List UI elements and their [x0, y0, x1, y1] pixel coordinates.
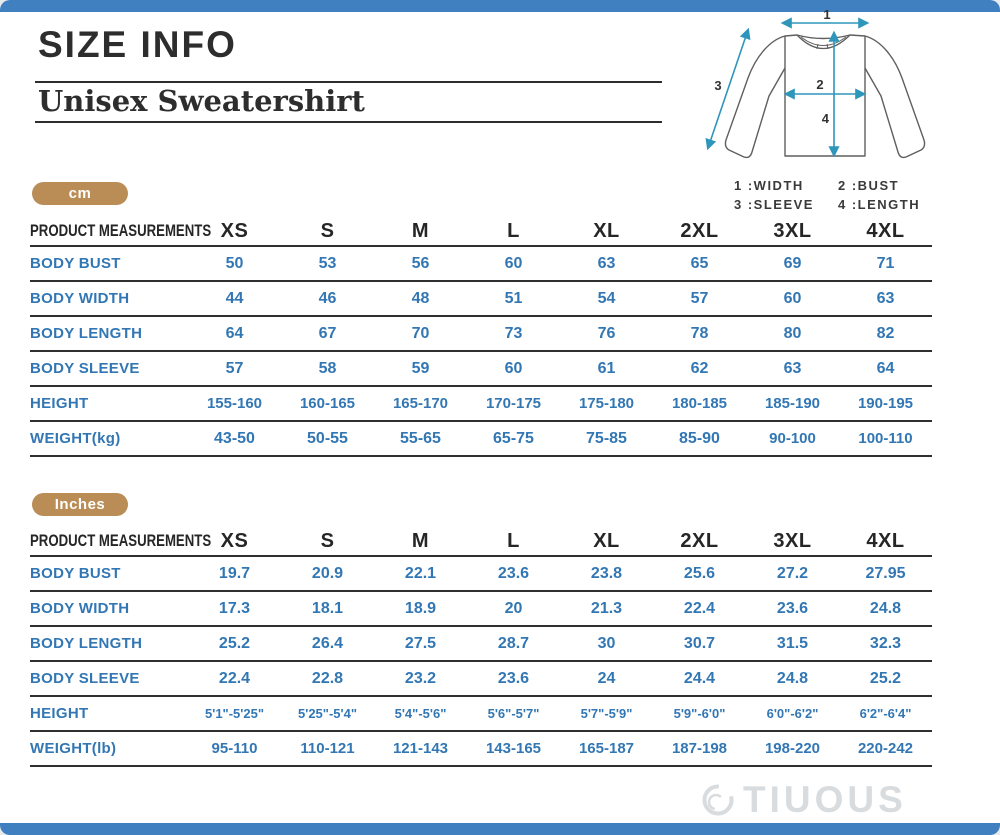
cell-value: 69: [783, 254, 802, 272]
diagram-legend: [734, 178, 944, 212]
cell-value: 5'4"-5'6": [394, 706, 447, 721]
table-row: [30, 627, 932, 662]
table-row: [30, 247, 932, 282]
size-column-header: XL: [593, 529, 620, 552]
cell-value: 75-85: [586, 429, 627, 447]
brand-watermark: [700, 781, 907, 818]
cell-value: 51: [504, 289, 523, 307]
cell-value: 63: [597, 254, 616, 272]
cell-value: 54: [597, 289, 616, 307]
cell-value: 50-55: [307, 429, 348, 447]
cell-value: 60: [504, 359, 523, 377]
cell-value: 23.2: [404, 669, 437, 687]
cell-value: 55-65: [400, 429, 441, 447]
table-header-row: [30, 217, 932, 247]
cell-value: 185-190: [764, 395, 821, 412]
cell-value: 60: [783, 289, 802, 307]
unit-badge-inches[interactable]: Inches: [32, 493, 128, 516]
size-column-header: XL: [593, 219, 620, 242]
unit-badge-cm[interactable]: cm: [32, 182, 128, 205]
row-label: HEIGHT: [30, 395, 89, 412]
row-label: BODY BUST: [30, 255, 121, 272]
arrow-label-1: 1: [823, 7, 831, 22]
cell-value: 180-185: [671, 395, 728, 412]
table-row: [30, 592, 932, 627]
row-label: BODY SLEEVE: [30, 360, 140, 377]
table-row: [30, 317, 932, 352]
cell-value: 165-170: [392, 395, 449, 412]
cell-value: 187-198: [671, 740, 728, 757]
table-header-row: [30, 527, 932, 557]
cell-value: 50: [225, 254, 244, 272]
cell-value: 61: [597, 359, 616, 377]
cell-value: 28.7: [497, 634, 530, 652]
cell-value: 24: [597, 669, 616, 687]
row-label: WEIGHT(lb): [30, 740, 117, 757]
cell-value: 24.8: [869, 599, 902, 617]
cell-value: 21.3: [590, 599, 623, 617]
cell-value: 57: [225, 359, 244, 377]
cell-value: 25.2: [218, 634, 251, 652]
cell-value: 65-75: [493, 429, 534, 447]
arrow-label-3: 3: [714, 78, 722, 93]
cell-value: 5'1"-5'25": [205, 706, 264, 721]
cell-value: 23.6: [497, 564, 530, 582]
cell-value: 70: [411, 324, 430, 342]
cell-value: 26.4: [311, 634, 344, 652]
size-column-header: S: [320, 529, 335, 552]
size-column-header: 4XL: [866, 219, 905, 242]
size-column-header: 3XL: [773, 529, 812, 552]
cell-value: 5'6"-5'7": [487, 706, 540, 721]
cell-value: 71: [876, 254, 895, 272]
size-column-header: 3XL: [773, 219, 812, 242]
row-label: BODY WIDTH: [30, 290, 130, 307]
row-label: BODY WIDTH: [30, 600, 130, 617]
cell-value: 20.9: [311, 564, 344, 582]
brand-logo-icon: [700, 782, 736, 818]
size-column-header: M: [411, 219, 430, 242]
cell-value: 198-220: [764, 740, 821, 757]
cell-value: 27.5: [404, 634, 437, 652]
cell-value: 32.3: [869, 634, 902, 652]
divider-line: [35, 121, 662, 123]
cell-value: 160-165: [299, 395, 356, 412]
size-column-header: L: [507, 529, 520, 552]
size-column-header: XS: [220, 529, 249, 552]
cell-value: 56: [411, 254, 430, 272]
cell-value: 220-242: [857, 740, 914, 757]
table-row: [30, 662, 932, 697]
cell-value: 27.2: [776, 564, 809, 582]
cell-value: 64: [225, 324, 244, 342]
row-label: HEIGHT: [30, 705, 89, 722]
row-label: BODY SLEEVE: [30, 670, 140, 687]
cell-value: 76: [597, 324, 616, 342]
legend-item-width: 1 :WIDTH: [734, 178, 804, 193]
cell-value: 53: [318, 254, 337, 272]
table-row: [30, 387, 932, 422]
legend-item-bust: 2 :BUST: [838, 178, 900, 193]
cell-value: 190-195: [857, 395, 914, 412]
row-label: WEIGHT(kg): [30, 430, 121, 447]
cell-value: 27.95: [865, 564, 906, 582]
cell-value: 6'0"-6'2": [766, 706, 819, 721]
cell-value: 100-110: [858, 430, 913, 447]
size-column-header: 2XL: [680, 219, 719, 242]
measurements-header-label: PRODUCT MEASUREMENTS: [30, 531, 212, 550]
size-column-header: S: [320, 219, 335, 242]
cell-value: 143-165: [485, 740, 542, 757]
cell-value: 23.6: [776, 599, 809, 617]
cell-value: 22.4: [683, 599, 716, 617]
cell-value: 155-160: [206, 395, 263, 412]
cell-value: 78: [690, 324, 709, 342]
table-row: [30, 282, 932, 317]
cell-value: 58: [318, 359, 337, 377]
size-column-header: L: [507, 219, 520, 242]
size-column-header: 2XL: [680, 529, 719, 552]
size-column-header: XS: [220, 219, 249, 242]
table-row: [30, 697, 932, 732]
cell-value: 18.9: [404, 599, 437, 617]
sweater-outline-icon: [690, 6, 944, 174]
size-column-header: 4XL: [866, 529, 905, 552]
cell-value: 46: [318, 289, 337, 307]
cell-value: 48: [411, 289, 430, 307]
cell-value: 110-121: [300, 740, 355, 757]
cell-value: 5'25"-5'4": [298, 706, 357, 721]
row-label: BODY BUST: [30, 565, 121, 582]
cell-value: 18.1: [311, 599, 344, 617]
cell-value: 5'7"-5'9": [580, 706, 633, 721]
size-column-header: M: [411, 529, 430, 552]
cell-value: 175-180: [578, 395, 635, 412]
cell-value: 62: [690, 359, 709, 377]
cell-value: 31.5: [776, 634, 809, 652]
size-table-cm: [30, 217, 932, 457]
cell-value: 73: [504, 324, 523, 342]
table-row: [30, 422, 932, 457]
measurements-header-label: PRODUCT MEASUREMENTS: [30, 221, 212, 240]
cell-value: 170-175: [485, 395, 542, 412]
cell-value: 63: [783, 359, 802, 377]
cell-value: 30.7: [683, 634, 716, 652]
cell-value: 17.3: [218, 599, 251, 617]
table-row: [30, 732, 932, 767]
cell-value: 44: [225, 289, 244, 307]
cell-value: 64: [876, 359, 895, 377]
cell-value: 95-110: [211, 740, 258, 757]
cell-value: 57: [690, 289, 709, 307]
cell-value: 60: [504, 254, 523, 272]
cell-value: 24.8: [776, 669, 809, 687]
brand-watermark-text: TIUOUS: [743, 779, 907, 820]
cell-value: 82: [876, 324, 895, 342]
cell-value: 165-187: [578, 740, 635, 757]
cell-value: 23.6: [497, 669, 530, 687]
cell-value: 25.6: [683, 564, 716, 582]
sweater-measurement-diagram: [690, 6, 944, 212]
cell-value: 80: [783, 324, 802, 342]
table-row: [30, 352, 932, 387]
product-subtitle: Unisex Sweatershirt: [38, 84, 365, 118]
legend-item-sleeve: 3 :SLEEVE: [734, 197, 814, 212]
cell-value: 22.1: [404, 564, 437, 582]
cell-value: 63: [876, 289, 895, 307]
cell-value: 5'9"-6'0": [673, 706, 726, 721]
row-label: BODY LENGTH: [30, 635, 143, 652]
cell-value: 43-50: [214, 429, 255, 447]
cell-value: 90-100: [769, 430, 816, 447]
legend-item-length: 4 :LENGTH: [838, 197, 921, 212]
cell-value: 59: [411, 359, 430, 377]
cell-value: 30: [597, 634, 616, 652]
divider-line: [35, 81, 662, 83]
row-label: BODY LENGTH: [30, 325, 143, 342]
cell-value: 19.7: [218, 564, 251, 582]
cell-value: 20: [504, 599, 523, 617]
bottom-accent-bar: [0, 823, 1000, 835]
cell-value: 22.8: [311, 669, 344, 687]
table-row: [30, 557, 932, 592]
cell-value: 23.8: [590, 564, 623, 582]
cell-value: 67: [318, 324, 337, 342]
cell-value: 6'2"-6'4": [859, 706, 912, 721]
cell-value: 85-90: [679, 429, 720, 447]
cell-value: 25.2: [869, 669, 902, 687]
page-title: SIZE INFO: [38, 24, 237, 65]
cell-value: 65: [690, 254, 709, 272]
cell-value: 22.4: [218, 669, 251, 687]
cell-value: 24.4: [683, 669, 716, 687]
arrow-label-2: 2: [816, 77, 824, 92]
arrow-label-4: 4: [821, 111, 829, 126]
cell-value: 121-143: [392, 740, 449, 757]
size-table-inches: [30, 527, 932, 767]
